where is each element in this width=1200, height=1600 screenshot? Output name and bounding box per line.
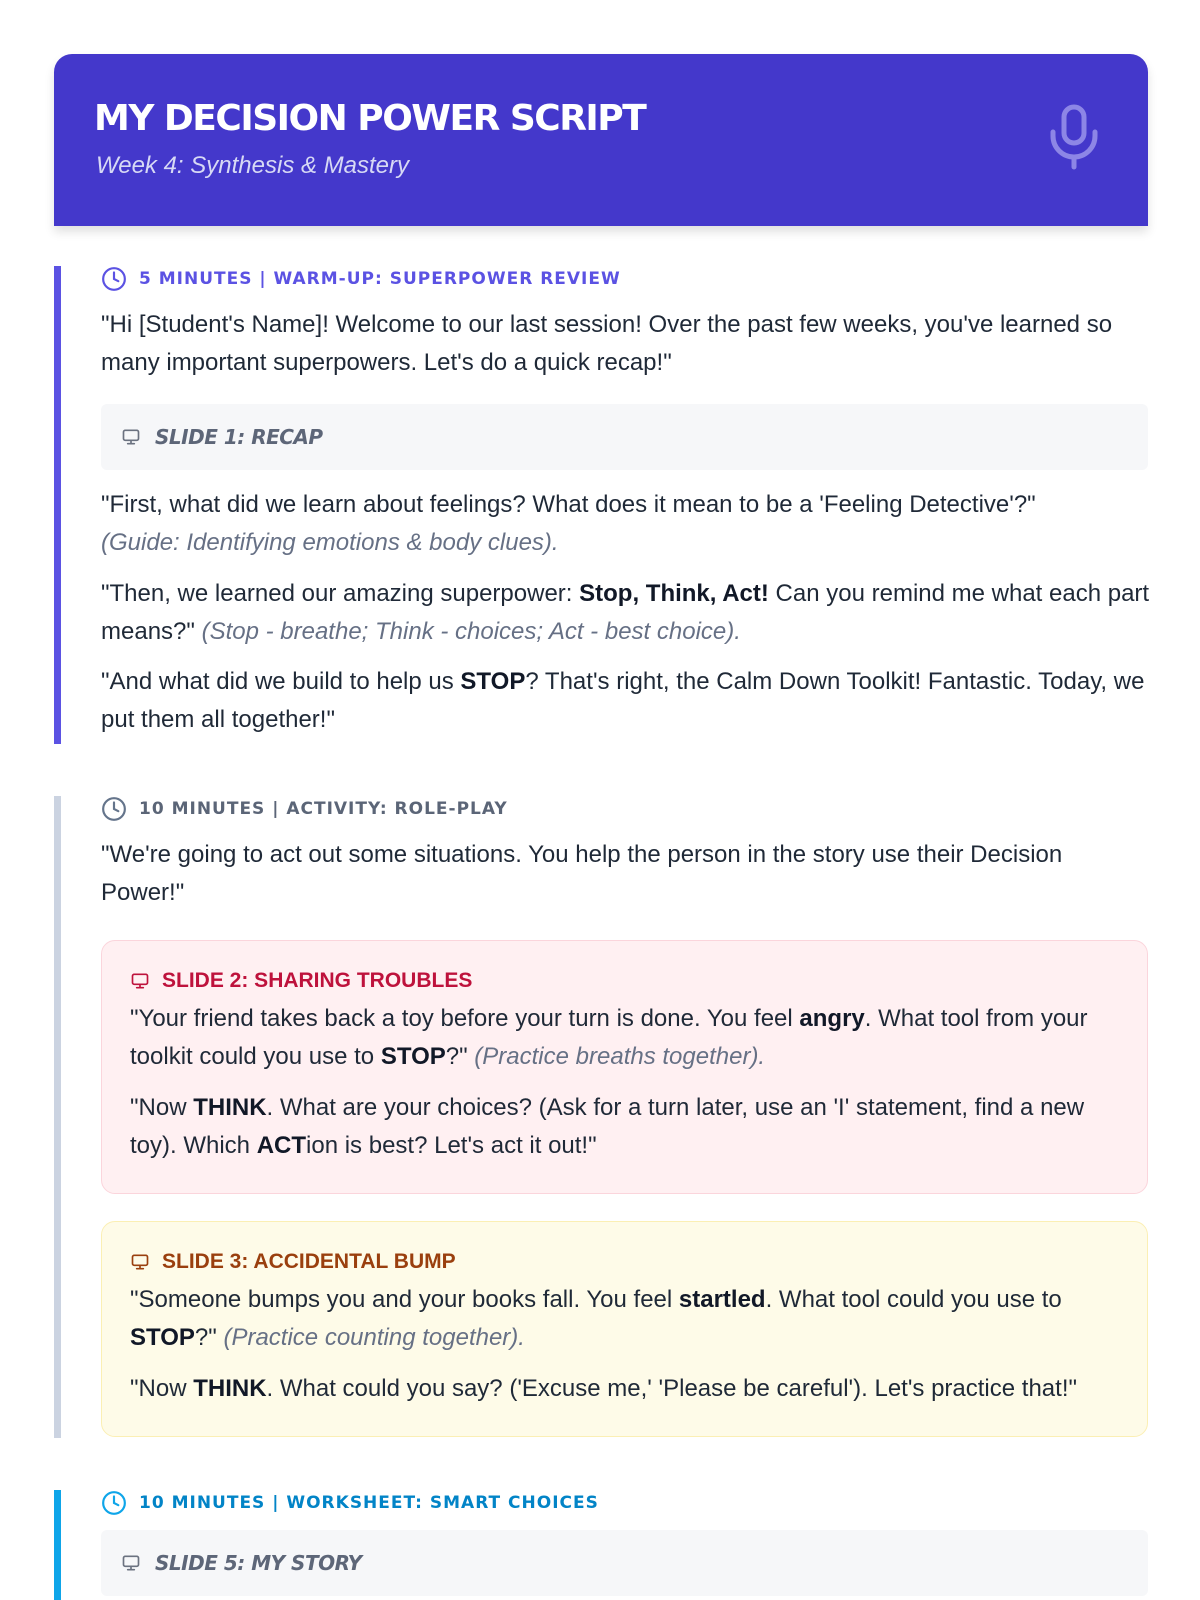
monitor-icon	[130, 971, 150, 991]
guide-note: (Practice counting together).	[223, 1324, 525, 1351]
section-accent-bar	[54, 266, 61, 744]
clock-icon	[101, 266, 127, 292]
page-header	[54, 54, 1148, 226]
slide-callout	[101, 404, 1148, 470]
section-label: 5 MINUTES | WARM-UP: SUPERPOWER REVIEW	[139, 269, 621, 289]
page-subtitle: Week 4: Synthesis & Mastery	[96, 152, 410, 179]
scenario-card-sharing	[101, 940, 1148, 1194]
script-paragraph: "Now THINK. What could you say? ('Excuse me,' 'Please be careful'). Let's practice that!"	[130, 1375, 1077, 1402]
guide-note: (Practice breaths together).	[474, 1043, 766, 1070]
section-label: 10 MINUTES | ACTIVITY: ROLE-PLAY	[139, 799, 508, 819]
card-header	[130, 1250, 456, 1274]
section-header	[101, 266, 621, 292]
script-paragraph: "Then, we learned our amazing superpower: Stop, Think, Act! Can you remind me what each part means?" (Stop - breathe; Think - choices; Act - best choice).	[101, 580, 1150, 645]
scenario-card-bump	[101, 1221, 1148, 1437]
page-title: MY DECISION POWER SCRIPT	[94, 98, 646, 139]
script-paragraph: "Now THINK. What are your choices? (Ask for a turn later, use an 'I' statement, find a new toy). Which ACTion is best? Let's act it out!"	[130, 1094, 1085, 1159]
card-title: SLIDE 2: SHARING TROUBLES	[162, 969, 473, 992]
script-paragraph: "Your friend takes back a toy before your turn is done. You feel angry. What tool from your toolkit could you use to STOP?" (Practice breaths together).	[130, 1005, 1088, 1070]
section-warm-up	[54, 266, 1148, 744]
monitor-icon	[121, 1553, 141, 1573]
card-header	[130, 969, 472, 993]
section-accent-bar	[54, 796, 61, 1438]
section-role-play	[54, 796, 1148, 1438]
microphone-icon	[1048, 104, 1100, 170]
intro-text: "Hi [Student's Name]! Welcome to our last session! Over the past few weeks, you've learned so many important superpowers. Let's do a quick recap!"	[101, 311, 1113, 376]
monitor-icon	[121, 427, 141, 447]
section-label: 10 MINUTES | WORKSHEET: SMART CHOICES	[139, 1493, 599, 1513]
intro-text: "We're going to act out some situations. You help the person in the story use their Decision Power!"	[101, 841, 1063, 906]
guide-note: (Guide: Identifying emotions & body clues).	[101, 529, 559, 556]
script-paragraph: "Someone bumps you and your books fall. You feel startled. What tool could you use to STOP?" (Practice counting together).	[130, 1286, 1062, 1351]
section-header	[101, 796, 508, 822]
section-header	[101, 1490, 599, 1516]
guide-note: (Stop - breathe; Think - choices; Act - best choice).	[201, 618, 741, 645]
section-worksheet	[54, 1490, 1148, 1600]
script-paragraph: "First, what did we learn about feelings? What does it mean to be a 'Feeling Detective'?" (Guide: Identifying emotions & body clues).	[101, 491, 1036, 556]
slide-label: SLIDE 1: RECAP	[155, 425, 323, 449]
slide-callout	[101, 1530, 1148, 1596]
section-accent-bar	[54, 1490, 61, 1600]
slide-label: SLIDE 5: MY STORY	[155, 1551, 362, 1575]
clock-icon	[101, 1490, 127, 1516]
monitor-icon	[130, 1252, 150, 1272]
script-paragraph: "And what did we build to help us STOP? That's right, the Calm Down Toolkit! Fantastic. Today, we put them all together!"	[101, 668, 1145, 733]
card-title: SLIDE 3: ACCIDENTAL BUMP	[162, 1250, 456, 1273]
clock-icon	[101, 796, 127, 822]
